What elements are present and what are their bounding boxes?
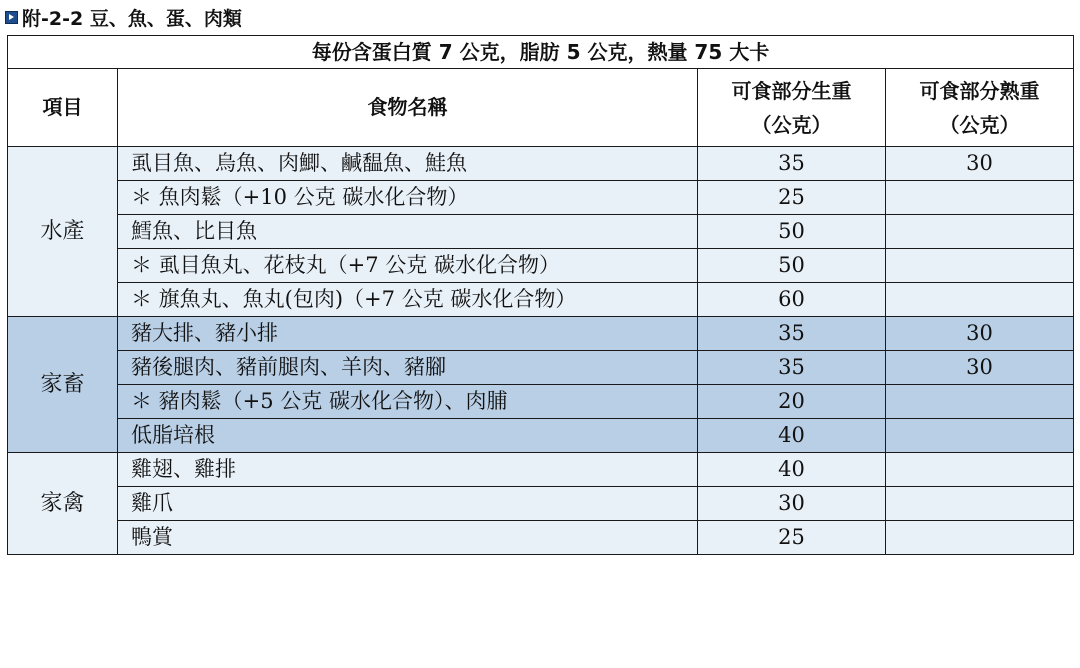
food-name-cell: 虱目魚、烏魚、肉鯽、鹹馧魚、鮭魚 [118, 147, 698, 181]
cooked-weight-cell [886, 283, 1074, 317]
raw-weight-cell: 60 [698, 283, 886, 317]
table-row [8, 249, 1074, 283]
table-row [8, 419, 1074, 453]
cooked-weight-cell [886, 385, 1074, 419]
table-row [8, 283, 1074, 317]
page-title [5, 4, 242, 30]
raw-weight-cell: 40 [698, 419, 886, 453]
header-cooked-line1: 可食部分熟重 [919, 78, 1040, 103]
raw-weight-cell: 25 [698, 181, 886, 215]
food-name-cell: 鱈魚、比目魚 [118, 215, 698, 249]
header-item: 項目 [8, 69, 118, 147]
food-name-cell: 鴨賞 [118, 521, 698, 555]
header-raw-line1: 可食部分生重 [731, 78, 852, 103]
table-row [8, 181, 1074, 215]
cooked-weight-cell [886, 487, 1074, 521]
raw-weight-cell: 40 [698, 453, 886, 487]
food-name-cell: ＊ 魚肉鬆（+10 公克 碳水化合物） [118, 181, 698, 215]
category-cell: 水產 [8, 147, 118, 317]
table-row [8, 147, 1074, 181]
cooked-weight-cell [886, 249, 1074, 283]
table-banner: 每份含蛋白質 7 公克，脂肪 5 公克，熱量 75 大卡 [8, 36, 1074, 69]
raw-weight-cell: 50 [698, 249, 886, 283]
cooked-weight-cell [886, 215, 1074, 249]
header-cooked-weight [886, 69, 1074, 147]
food-name-cell: 雞翅、雞排 [118, 453, 698, 487]
header-raw-weight [698, 69, 886, 147]
food-name-cell: ＊ 虱目魚丸、花枝丸（+7 公克 碳水化合物） [118, 249, 698, 283]
food-name-cell: 豬大排、豬小排 [118, 317, 698, 351]
cooked-weight-cell [886, 453, 1074, 487]
food-name-cell: ＊ 旗魚丸、魚丸(包肉)（+7 公克 碳水化合物） [118, 283, 698, 317]
header-raw-line2: （公克） [751, 112, 832, 137]
cooked-weight-cell: 30 [886, 317, 1074, 351]
raw-weight-cell: 25 [698, 521, 886, 555]
category-cell: 家禽 [8, 453, 118, 555]
table-row [8, 351, 1074, 385]
header-cooked-line2: （公克） [939, 112, 1020, 137]
food-name-cell: 豬後腿肉、豬前腿肉、羊肉、豬腳 [118, 351, 698, 385]
page-title-text: 附-2-2 豆、魚、蛋、肉類 [22, 7, 242, 30]
cooked-weight-cell [886, 419, 1074, 453]
play-square-icon [5, 11, 18, 24]
food-name-cell: ＊ 豬肉鬆（+5 公克 碳水化合物）、肉脯 [118, 385, 698, 419]
raw-weight-cell: 50 [698, 215, 886, 249]
table-row [8, 385, 1074, 419]
food-name-cell: 低脂培根 [118, 419, 698, 453]
raw-weight-cell: 35 [698, 317, 886, 351]
table-row [8, 521, 1074, 555]
food-name-cell: 雞爪 [118, 487, 698, 521]
cooked-weight-cell [886, 521, 1074, 555]
table-row [8, 453, 1074, 487]
table-row [8, 317, 1074, 351]
table-banner-row [8, 36, 1074, 69]
raw-weight-cell: 35 [698, 147, 886, 181]
category-cell: 家畜 [8, 317, 118, 453]
table-row [8, 487, 1074, 521]
cooked-weight-cell: 30 [886, 351, 1074, 385]
raw-weight-cell: 20 [698, 385, 886, 419]
cooked-weight-cell [886, 181, 1074, 215]
cooked-weight-cell: 30 [886, 147, 1074, 181]
raw-weight-cell: 30 [698, 487, 886, 521]
header-food: 食物名稱 [118, 69, 698, 147]
raw-weight-cell: 35 [698, 351, 886, 385]
food-exchange-table [7, 35, 1074, 555]
table-header-row [8, 69, 1074, 147]
table-row [8, 215, 1074, 249]
